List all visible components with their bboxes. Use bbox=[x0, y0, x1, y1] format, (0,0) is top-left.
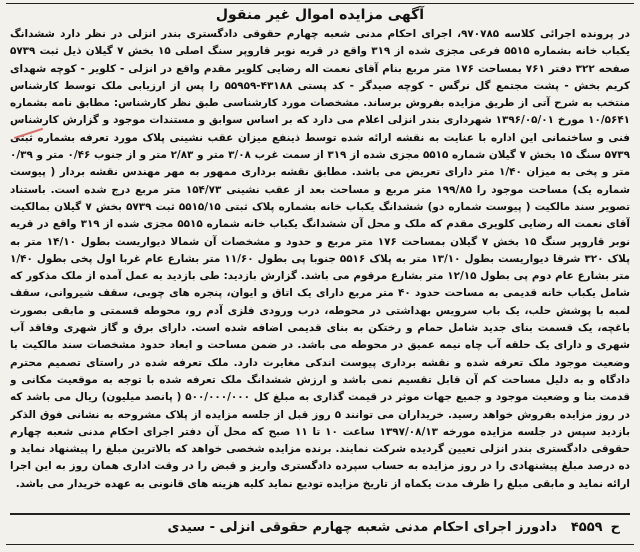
notice-signature: دادورز اجرای احکام مدنی شعبه چهارم حقوقی انزلی - سیدی bbox=[167, 520, 557, 535]
notice-code-number: ۴۵۵۹ bbox=[570, 520, 603, 535]
footer-divider bbox=[10, 513, 630, 515]
auction-notice bbox=[6, 3, 634, 545]
notice-body: در پرونده اجرائی کلاسه ۹۷۰۷۸۵، اجرای احکام مدنی شعبه چهارم حقوقی دادگستری بندر انزلی در نظر دارد ششدانگ یکباب خانه بشماره ۵۵۱۵ فرعی مجزی شده از ۳۱۹ واقع در قریه نوبر قاروپر سنگ اصلی ۱۵ بخش ۷ گیلان ذیل ثبت ۵۷۳۹ صفحه ۳۲۲ دفتر ۷۶۱ بمساحت ۱۷۶ متر مربع بنام آقای نعمت اله رضایی کلویر مقدم واقع در انزلی - کلویر - کوچه شهدای کریم بخش - پشت مجتمع گل نرگس - کوچه صیدگر - کد پستی ۴۳۱۸۸-۵۵۹۵۹ را پس از ارزیابی ملک توسط کارشناس منتخب به شرح آتی از طریق مزایده بفروش برساند. مشخصات مورد کارشناسی طبق نظر کارشناس: مطابق نامه بشماره ۱۰/۵۶۴۱ مورخ ۱۳۹۶/۰۵/۰۱ شهرداری بندر انزلی اعلام می دارد که بر اساس سوابق و مستندات موجود و گزارش کارشناس فنی و ساختمانی این اداره با عنایت به نقشه ارائه شده توسط ذینفع میزان عقب نشینی پلاک مورد تعرفه بشماره ثبتی ۵۷۳۹ سنگ ۱۵ بخش ۷ گیلان شماره ۵۵۱۵ مجزی شده از ۳۱۹ از سمت غرب ۳/۰۸ متر و ۲/۸۳ متر و از جنوب ۰/۴۶ متر و ۰/۳۹ متر و پخی به میزان ۱/۴۰ متر دارای تعریض می باشد. مطابق نقشه برداری ممهور به مهر مهندس نقشه بردار ( پیوست شماره یک) مساحت موجود را ۱۹۹/۸۵ متر مربع و مساحت بعد از عقب نشینی ۱۵۴/۷۳ متر مربع درج شده است. باستناد تصویر سند مالکیت ( پیوست شماره دو) ششدانگ یکباب خانه بشماره پلاک ثبتی ۵۵۱۵/۱۵ ثبت ۵۷۳۹ بخش ۷ گیلان بمالکیت آقای نعمت اله رضایی کلویری مقدم که ملک و محل آن ششدانگ یکباب خانه شماره ۵۵۱۵ مجزی شده از ۳۱۹ واقع در قریه نوبر قاروپر سنگ ۱۵ بخش ۷ گیلان بمساحت ۱۷۶ متر مربع و حدود و مشخصات آن شمالا دیواریست بطول ۱۴/۱۰ متر به پلاک ۳۲۰ شرقا دیواریست بطول ۱۳/۱۰ متر به پلاک ۵۵۱۶ جنوبا پی بطول ۱۱/۶۰ متر بشارع عام غربا اول پخی بطول ۱/۴۰ متر بشارع عام دوم پی بطول ۱۲/۱۵ متر بشارع مرقوم می باشد. گزارش بازدید: طی بازدید به عمل آمده از ملک مذکور که شامل یکباب خانه قدیمی به مساحت حدود ۴۰ متر مربع دارای یک اتاق و ایوان، پنجره های چوبی، سقف شیروانی، سقف لمبه با پوشش حلب، یک باب سرویس بهداشتی در محوطه، درب ورودی فلزی آدم رو، محوطه قسمتی و مابقی بصورت باغچه، یک قسمت بنای جدید شامل حمام و رختکن به بنای قدیمی اضافه شده است. دارای برق و گاز شهری وفاقد آب شهری و دارای یک حلقه آب چاه نیمه عمیق در محوطه می باشد. در ضمن مساحت و ابعاد حدود مشخصات سند مالکیت با وضعیت موجود ملک تعرفه شده و نقشه برداری پیوست اندکی مغایرت دارد. ملک تعرفه شده در راستای تصمیم محترم دادگاه و به دلیل مساحت کم آن قابل تقسیم نمی باشد و ارزش ششدانگ ملک تعرفه شده با توجه به موقعیت مکانی و قدمت بنا و وضعیت موجود و جمیع جهات موثر در قیمت گذاری به مبلغ کل ۵۰۰/۰۰۰/۰۰۰ ( پانصد میلیون) ریال می باشد که در روز مزایده بفروش خواهد رسید. خریداران می توانند ۵ روز قبل از جلسه مزایده از پلاک مشروحه به نشانی فوق الذکر بازدید سپس در جلسه مزایده مورخه ۱۳۹۷/۰۸/۱۳ ساعت ۱۰ تا ۱۱ صبح که محل آن دفتر اجرای احکام مدنی شعبه چهارم حقوقی دادگستری بندر انزلی تعیین گردیده شرکت نمایند. برنده مزایده شخصی خواهد که بالاترین مبلغ را پیشنهاد نماید و ده درصد مبلغ پیشنهادی را در روز مزایده به حساب سپرده دادگستری واریز و قبض را در وقت اداری همان روز به این اجرا ارائه نماید و مابقی مبلغ را ظرف مدت یکماه از تاریخ مزایده تودیع نماید کلیه هزینه های قانونی به عهده خریدار می باشد. bbox=[10, 28, 630, 490]
notice-code-prefix: ح bbox=[610, 520, 620, 535]
notice-footer bbox=[10, 520, 630, 535]
notice-code bbox=[571, 520, 620, 535]
notice-title: آگهی مزایده اموال غیر منقول bbox=[215, 7, 425, 23]
